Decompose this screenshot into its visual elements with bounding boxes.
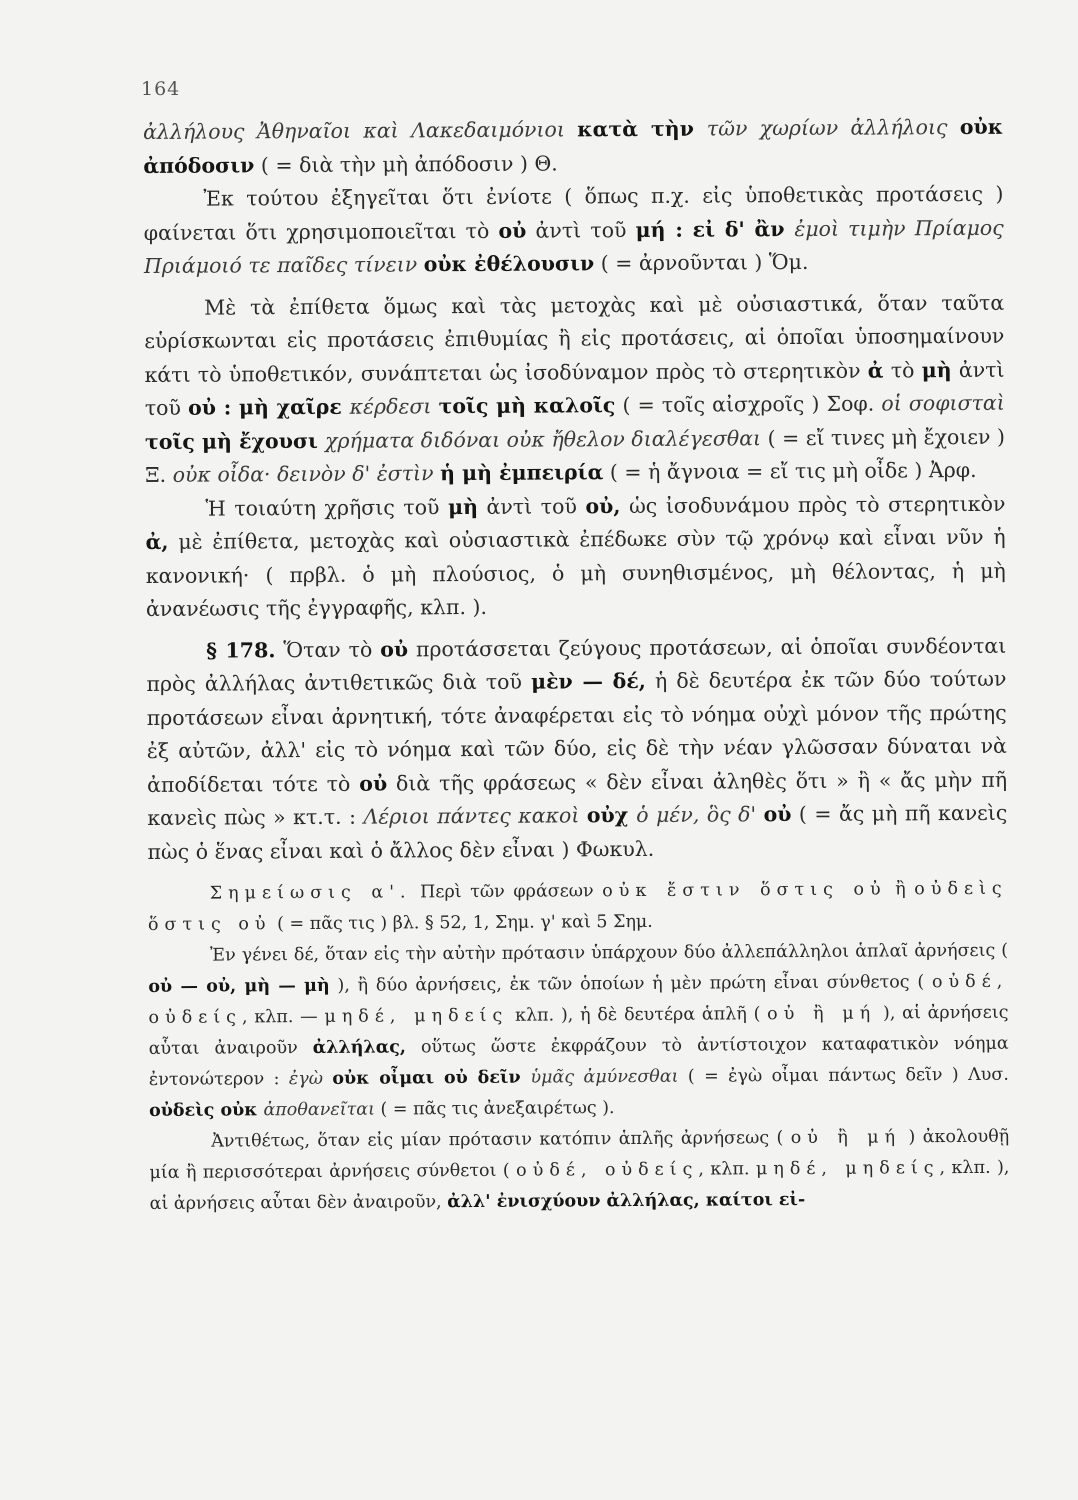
italic-quote: ἐγὼ xyxy=(288,1068,333,1090)
bold-term: μὴ xyxy=(447,494,479,519)
note-paragraph: Ἀντιθέτως, ὅταν εἰς μίαν πρότασιν κατόπιν ἁπλῆς ἀρνήσεως ( οὐ ἢ μή ) ἀκολουθῇ μία ἢ περισσότεραι ἀρνήσεις σύνθετοι ( οὐδέ, οὐδείς, κλπ. μηδέ, μηδείς, κλπ. ), αἱ ἀρνήσεις αὗται δὲν ἀναιροῦν, ἀλλ' ἐνισχύουν ἀλλήλας, καίτοι εἰ- xyxy=(149,1126,1010,1214)
bold-term: οὐκ οἶμαι οὐ δεῖν xyxy=(332,1067,531,1089)
bold-term: ἀλλ' ἐνισχύουν ἀλλήλας, καίτοι εἰ- xyxy=(447,1189,806,1213)
bold-term: ἀλλήλας, xyxy=(312,1037,407,1058)
bold-term: οὐκ ἀπόδοσιν xyxy=(143,114,1004,178)
bold-term: οὐ : μὴ χαῖρε xyxy=(187,394,350,420)
bold-term: τοῖς μὴ ἔχουσι xyxy=(144,428,326,454)
italic-quote: ἀποθανεῖται xyxy=(263,1099,375,1121)
italic-quote: ἐμοὶ τιμὴν Πρίαμος Πριάμοιό τε παῖδες τίνειν xyxy=(143,215,1004,278)
bold-term: κατὰ τὴν xyxy=(577,116,707,142)
paragraph: Ἡ τοιαύτη χρῆσις τοῦ μὴ ἀντὶ τοῦ οὐ, ὡς ἰσοδυνάμου πρὸς τὸ στερητικὸν ἀ, μὲ ἐπίθετα, μετοχὰς καὶ οὐσιαστικὰ ἐπέδωκε σὺν τῷ χρόνῳ καὶ εἶναι νῦν ἡ κανονική· ( πρβλ. ὁ μὴ πλούσιος, ὁ μὴ συνηθισμένος, μὴ θέλοντας, ἡ μὴ ἀνανέωσις τῆς ἐγγραφῆς, κλπ. ). xyxy=(145,491,1006,621)
italic-quote: τῶν χωρίων ἀλλήλοις xyxy=(706,115,960,141)
paragraph: Ἐκ τούτου ἐξηγεῖται ὅτι ἐνίοτε ( ὅπως π.χ. εἰς ὑποθετικὰς προτάσεις ) φαίνεται ὅτι χρησιμοποιεῖται τὸ οὐ ἀντὶ τοῦ μή : εἰ δ' ἂν ἐμοὶ τιμὴν Πρίαμος Πριάμοιό τε παῖδες τίνειν οὐκ ἐθέλουσιν ( = ἀρνοῦνται ) Ὅμ. xyxy=(143,181,1004,278)
italic-quote: ὁ μέν, ὃς δ' xyxy=(636,802,764,827)
bold-term: ἀ xyxy=(867,357,884,383)
spaced-term: οὐδεὶς ὅστις οὐ xyxy=(147,878,1008,935)
spaced-term: οὐκ ἔστιν ὅστις οὐ xyxy=(602,879,887,902)
italic-quote: οὐκ οἶδα· δεινὸν δ' ἐστὶν xyxy=(172,461,441,487)
spaced-term: οὐ ἢ μή xyxy=(767,1003,877,1025)
page-body xyxy=(143,111,1010,1220)
bold-term: οὐ xyxy=(763,802,792,827)
italic-quote: ἀλλήλους Ἀθηναῖοι καὶ Λακεδαιμόνιοι xyxy=(143,117,578,144)
bold-term: οὐ — οὐ, μὴ — μὴ xyxy=(148,975,330,997)
spaced-term: οὐ ἢ μή xyxy=(790,1127,902,1149)
bold-term: οὐδεὶς οὐκ xyxy=(149,1100,264,1121)
bold-term: ἡ μὴ ἐμπειρία xyxy=(439,460,604,486)
bold-term: οὐχ xyxy=(586,803,637,828)
italic-quote: Λέριοι πάντες κακοὶ xyxy=(363,803,587,829)
page-number: 164 xyxy=(141,78,181,100)
bold-term: οὐκ ἐθέλουσιν xyxy=(423,251,595,277)
italic-quote: οἱ σοφισταὶ xyxy=(881,390,1005,416)
bold-term: § 178. xyxy=(206,637,276,663)
note-paragraph: Ἐν γένει δέ, ὅταν εἰς τὴν αὐτὴν πρότασιν ὑπάρχουν δύο ἀλλεπάλληλοι ἁπλαῖ ἀρνήσεις ( οὐ — οὐ, μὴ — μὴ ), ἢ δύο ἀρνήσεις, ἐκ τῶν ὁποίων ἡ μὲν πρώτη εἶναι σύνθετος ( οὐδέ, οὐδείς, κλπ. — μηδέ, μηδείς κλπ. ), ἡ δὲ δευτέρα ἁπλῆ ( οὐ ἢ μή ), αἱ ἀρνήσεις αὗται ἀναιροῦν ἀλλήλας, οὕτως ὥστε ἐκφράζουν τὸ ἀντίστοιχον καταφατικὸν νόημα ἐντονώτερον : ἐγὼ οὐκ οἶμαι οὐ δεῖν ὑμᾶς ἀμύνεσθαι ( = ἐγὼ οἶμαι πάντως δεῖν ) Λυσ. οὐδεὶς οὐκ ἀποθανεῖται ( = πᾶς τις ἀνεξαιρέτως ). xyxy=(148,940,1009,1121)
spaced-term: οὐδέ, οὐδείς xyxy=(148,971,1009,1028)
bold-term: οὐ xyxy=(359,771,388,796)
italic-quote: κέρδεσι xyxy=(349,394,439,419)
bold-term: ἀ, xyxy=(145,529,169,554)
bold-term: τοῖς μὴ καλοῖς xyxy=(438,393,616,419)
bold-term: μή : εἰ δ' ἂν xyxy=(635,216,795,242)
bold-term: μὴ xyxy=(921,357,952,382)
bold-term: οὐ xyxy=(380,636,409,662)
italic-quote: ὑμᾶς ἀμύνεσθαι xyxy=(530,1066,679,1088)
italic-quote: χρήματα διδόναι οὐκ ἤθελον διαλέγεσθαι xyxy=(325,425,762,453)
bold-term: οὐ, xyxy=(585,493,621,518)
spaced-term: Σημείωσις α'. xyxy=(209,882,412,904)
bold-term: μὲν — δέ, xyxy=(530,668,646,694)
section-178-paragraph: § 178. Ὅταν τὸ οὐ προτάσσεται ζεύγους προτάσεων, αἱ ὁποῖαι συνδέονται πρὸς ἀλλήλας ἀντιθετικῶς διὰ τοῦ μὲν — δέ, ἡ δὲ δευτέρα ἐκ τῶν δύο τούτων προτάσεων εἶναι ἀρνητική, τότε ἀναφέρεται εἰς τὸ νόημα οὐχὶ μόνον τῆς πρώτης ἐξ αὐτῶν, ἀλλ' εἰς τὸ νόημα καὶ τῶν δύο, εἰς δὲ τὴν νέαν γλῶσσαν δύναται νὰ ἀποδίδεται τότε τὸ οὐ διὰ τῆς φράσεως « δὲν εἶναι ἀληθὲς ὅτι » ἢ « ἄς μὴν πῆ κανεὶς πὼς » κτ.τ. : Λέριοι πάντες κακοὶ οὐχ ὁ μέν, ὃς δ' οὐ ( = ἄς μὴ πῆ κανεὶς πὼς ὁ ἕνας εἶναι καὶ ὁ ἄλλος δὲν εἶναι ) Φωκυλ. xyxy=(146,633,1008,864)
paragraph: Μὲ τὰ ἐπίθετα ὅμως καὶ τὰς μετοχὰς καὶ μὲ οὐσιαστικά, ὅταν ταῦτα εὑρίσκωνται εἰς προτάσεις ἐπιθυμίας ἢ εἰς προτάσεις, αἱ ὁποῖαι ὑποσημαίνουν κάτι τὸ ὑποθετικόν, συνάπτεται ὡς ἰσοδύναμον πρὸς τὸ στερητικὸν ἀ τὸ μὴ ἀντὶ τοῦ οὐ : μὴ χαῖρε κέρδεσι τοῖς μὴ καλοῖς ( = τοῖς αἰσχροῖς ) Σοφ. οἱ σοφισταὶ τοῖς μὴ ἔχουσι χρήματα διδόναι οὐκ ἤθελον διαλέγεσθαι ( = εἴ τινες μὴ ἔχοιεν ) Ξ. οὐκ οἶδα· δεινὸν δ' ἐστὶν ἡ μὴ ἐμπειρία ( = ἡ ἄγνοια = εἴ τις μὴ οἶδε ) Ἀρφ. xyxy=(144,290,1006,487)
spaced-term: μηδέ, μηδείς xyxy=(324,1005,509,1027)
paragraph: ἀλλήλους Ἀθηναῖοι καὶ Λακεδαιμόνιοι κατὰ τὴν τῶν χωρίων ἀλλήλοις οὐκ ἀπόδοσιν ( = διὰ τὴν μὴ ἀπόδοσιν ) Θ. xyxy=(143,114,1004,178)
note-paragraph: Σημείωσις α'. Περὶ τῶν φράσεων οὐκ ἔστιν ὅστις οὐ ἢ οὐδεὶς ὅστις οὐ ( = πᾶς τις ) βλ. § 52, 1, Σημ. γ' καὶ 5 Σημ. xyxy=(147,878,1008,935)
bold-term: οὐ xyxy=(498,218,527,243)
spaced-term: οὐδέ, οὐδείς xyxy=(516,1159,699,1181)
spaced-term: μηδέ, μηδείς xyxy=(755,1158,940,1180)
